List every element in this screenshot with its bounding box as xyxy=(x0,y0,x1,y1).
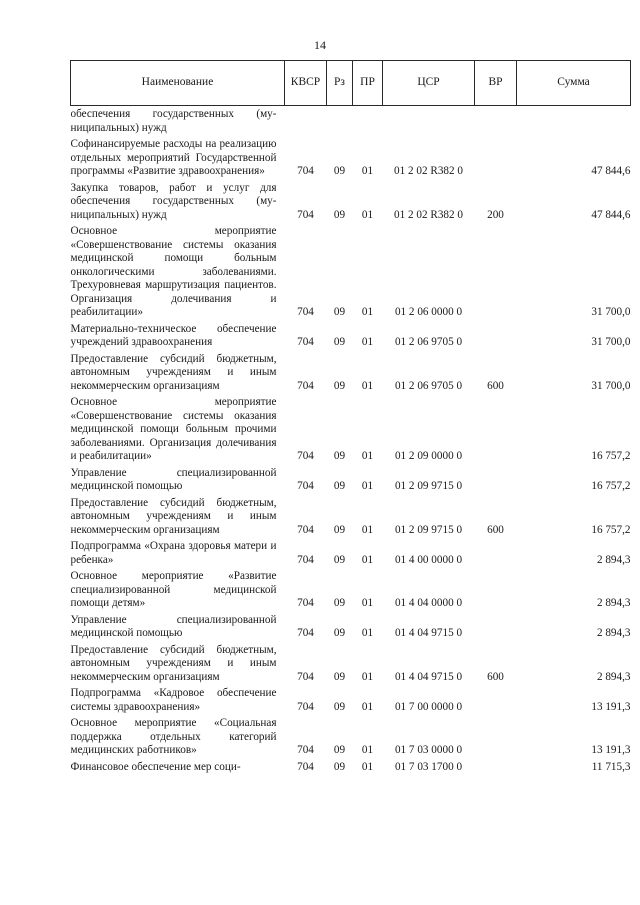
row-name: Подпрограмма «Кадровое обеспечение системы здравоохранения» xyxy=(70,687,277,713)
row-rz: 09 xyxy=(333,523,346,536)
row-sum: 16 757,2 xyxy=(591,523,631,536)
row-kvsr: 704 xyxy=(297,553,314,566)
row-sum: 13 191,3 xyxy=(591,744,631,756)
row-kvsr: 704 xyxy=(297,597,314,609)
row-rz: 09 xyxy=(333,450,346,462)
row-vr xyxy=(475,539,517,569)
row-name: Предоставление субсидий бюджетным, автономным учреждениям и иным некоммерческим организациям xyxy=(70,352,277,392)
row-kvsr: 704 xyxy=(297,670,314,683)
row-pr: 01 xyxy=(361,627,374,639)
row-rz: 09 xyxy=(333,165,346,177)
row-kvsr xyxy=(285,106,327,138)
row-csr: 01 2 09 9715 0 xyxy=(394,480,463,492)
row-vr xyxy=(475,569,517,613)
row-csr: 01 4 04 9715 0 xyxy=(394,670,463,683)
row-kvsr: 704 xyxy=(297,306,314,318)
row-pr xyxy=(353,106,383,138)
row-kvsr: 704 xyxy=(297,165,314,177)
row-sum: 16 757,2 xyxy=(591,480,631,492)
row-sum: 2 894,3 xyxy=(596,627,631,639)
row-rz: 09 xyxy=(333,480,346,492)
row-kvsr: 704 xyxy=(297,450,314,462)
row-name: Софинансируемые расходы на реализацию отдельных мероприятий Государственной программы «Развитие здравоохранения» xyxy=(70,138,277,177)
row-name: Предоставление субсидий бюджетным, автономным учреждениям и иным некоммерческим организациям xyxy=(70,496,277,536)
row-pr: 01 xyxy=(361,700,374,713)
row-pr: 01 xyxy=(361,450,374,462)
row-pr: 01 xyxy=(361,744,374,756)
row-pr: 01 xyxy=(361,208,374,221)
header-csr: ЦСР xyxy=(383,61,475,106)
row-sum: 13 191,3 xyxy=(591,700,631,713)
row-csr: 01 4 04 9715 0 xyxy=(394,627,463,639)
row-csr: 01 2 09 0000 0 xyxy=(394,450,463,462)
row-sum xyxy=(517,106,631,138)
table-row xyxy=(71,686,631,716)
header-name: Наименование xyxy=(71,61,285,106)
row-name: Закупка товаров, работ и услуг для обеспечения государственных (му-ниципальных) нужд xyxy=(70,181,277,221)
row-pr: 01 xyxy=(361,379,374,392)
row-rz: 09 xyxy=(333,379,346,392)
table-row xyxy=(71,181,631,225)
row-vr xyxy=(475,716,517,760)
row-kvsr: 704 xyxy=(297,760,314,773)
row-name: обеспечения государственных (му-ниципальных) нужд xyxy=(70,108,277,134)
row-pr: 01 xyxy=(361,670,374,683)
table-header-row xyxy=(71,61,631,106)
row-csr: 01 2 06 9705 0 xyxy=(394,379,463,392)
row-rz xyxy=(327,106,353,138)
row-csr: 01 7 03 1700 0 xyxy=(394,760,463,773)
row-pr: 01 xyxy=(361,553,374,566)
table-row xyxy=(71,395,631,466)
row-csr xyxy=(383,106,475,138)
row-pr: 01 xyxy=(361,523,374,536)
row-kvsr: 704 xyxy=(297,744,314,756)
row-name: Основное мероприятие «Совершенствование системы оказания медицинской помощи больным прочими заболеваниями. Организация долечивания и реабилитации» xyxy=(70,396,277,462)
row-sum: 2 894,3 xyxy=(596,670,631,683)
row-kvsr: 704 xyxy=(297,627,314,639)
table-row xyxy=(71,137,631,181)
row-rz: 09 xyxy=(333,597,346,609)
row-vr xyxy=(475,760,517,777)
table-row xyxy=(71,322,631,352)
row-kvsr: 704 xyxy=(297,336,314,348)
header-rz: Рз xyxy=(327,61,353,106)
row-vr xyxy=(475,613,517,643)
table-row xyxy=(71,466,631,496)
row-rz: 09 xyxy=(333,306,346,318)
row-vr xyxy=(475,322,517,352)
header-vr: ВР xyxy=(475,61,517,106)
row-rz: 09 xyxy=(333,336,346,348)
row-vr xyxy=(475,106,517,138)
header-sum: Сумма xyxy=(517,61,631,106)
row-vr xyxy=(475,395,517,466)
row-pr: 01 xyxy=(361,306,374,318)
table-row xyxy=(71,224,631,322)
row-sum: 2 894,3 xyxy=(596,553,631,566)
row-csr: 01 2 09 9715 0 xyxy=(394,523,463,536)
row-kvsr: 704 xyxy=(297,208,314,221)
table-row xyxy=(71,569,631,613)
row-pr: 01 xyxy=(361,480,374,492)
row-vr: 200 xyxy=(487,208,504,221)
row-rz: 09 xyxy=(333,760,346,773)
row-pr: 01 xyxy=(361,336,374,348)
table-row xyxy=(71,613,631,643)
row-name: Основное мероприятие «Совершенствование системы оказания медицинской помощи больным онкологическими заболеваниями. Трехуровневая маршрутизация пациентов. Организация долечивания и реабилитации» xyxy=(70,225,277,318)
row-pr: 01 xyxy=(361,597,374,609)
header-kvsr: КВСР xyxy=(285,61,327,106)
row-csr: 01 4 00 0000 0 xyxy=(394,553,463,566)
row-name: Финансовое обеспечение мер соци- xyxy=(70,760,241,773)
row-csr: 01 2 02 R382 0 xyxy=(394,165,463,177)
row-pr: 01 xyxy=(361,760,374,773)
row-rz: 09 xyxy=(333,553,346,566)
row-csr: 01 2 06 0000 0 xyxy=(394,306,463,318)
row-sum: 31 700,0 xyxy=(591,336,631,348)
row-name: Управление специализированной медицинской помощью xyxy=(70,466,277,492)
row-vr xyxy=(475,224,517,322)
table-row xyxy=(71,760,631,777)
row-sum: 2 894,3 xyxy=(596,597,631,609)
table-row xyxy=(71,106,631,138)
row-sum: 11 715,3 xyxy=(591,760,631,773)
row-rz: 09 xyxy=(333,627,346,639)
row-rz: 09 xyxy=(333,670,346,683)
table-body xyxy=(71,106,631,777)
row-rz: 09 xyxy=(333,208,346,221)
budget-table xyxy=(70,60,631,776)
row-name: Основное мероприятие «Развитие специализированной медицинской помощи детям» xyxy=(70,570,277,609)
row-rz: 09 xyxy=(333,700,346,713)
table-row xyxy=(71,539,631,569)
row-csr: 01 7 03 0000 0 xyxy=(394,744,463,756)
row-csr: 01 2 06 9705 0 xyxy=(394,336,463,348)
row-name: Материально-техническое обеспечение учреждений здравоохранения xyxy=(70,322,277,348)
row-vr: 600 xyxy=(487,523,504,536)
row-vr xyxy=(475,137,517,181)
table-row xyxy=(71,716,631,760)
row-vr xyxy=(475,466,517,496)
row-csr: 01 2 02 R382 0 xyxy=(394,208,463,221)
row-kvsr: 704 xyxy=(297,700,314,713)
row-sum: 47 844,6 xyxy=(591,208,631,221)
row-name: Управление специализированной медицинской помощью xyxy=(70,613,277,639)
row-rz: 09 xyxy=(333,744,346,756)
row-vr: 600 xyxy=(487,379,504,392)
row-name: Предоставление субсидий бюджетным, автономным учреждениям и иным некоммерческим организациям xyxy=(70,643,277,683)
row-csr: 01 7 00 0000 0 xyxy=(394,700,463,713)
row-sum: 47 844,6 xyxy=(591,165,631,177)
row-name: Подпрограмма «Охрана здоровья матери и ребенка» xyxy=(70,540,277,566)
table-row xyxy=(71,643,631,687)
row-vr xyxy=(475,686,517,716)
row-kvsr: 704 xyxy=(297,379,314,392)
row-csr: 01 4 04 0000 0 xyxy=(394,597,463,609)
header-pr: ПР xyxy=(353,61,383,106)
table-row xyxy=(71,352,631,396)
row-kvsr: 704 xyxy=(297,523,314,536)
row-name: Основное мероприятие «Социальная поддержка отдельных категорий медицинских работников» xyxy=(70,717,277,756)
table-row xyxy=(71,496,631,540)
row-sum: 31 700,0 xyxy=(591,379,631,392)
row-vr: 600 xyxy=(487,670,504,683)
page-number: 14 xyxy=(314,38,326,52)
row-sum: 31 700,0 xyxy=(591,306,631,318)
row-sum: 16 757,2 xyxy=(591,450,631,462)
row-pr: 01 xyxy=(361,165,374,177)
row-kvsr: 704 xyxy=(297,480,314,492)
